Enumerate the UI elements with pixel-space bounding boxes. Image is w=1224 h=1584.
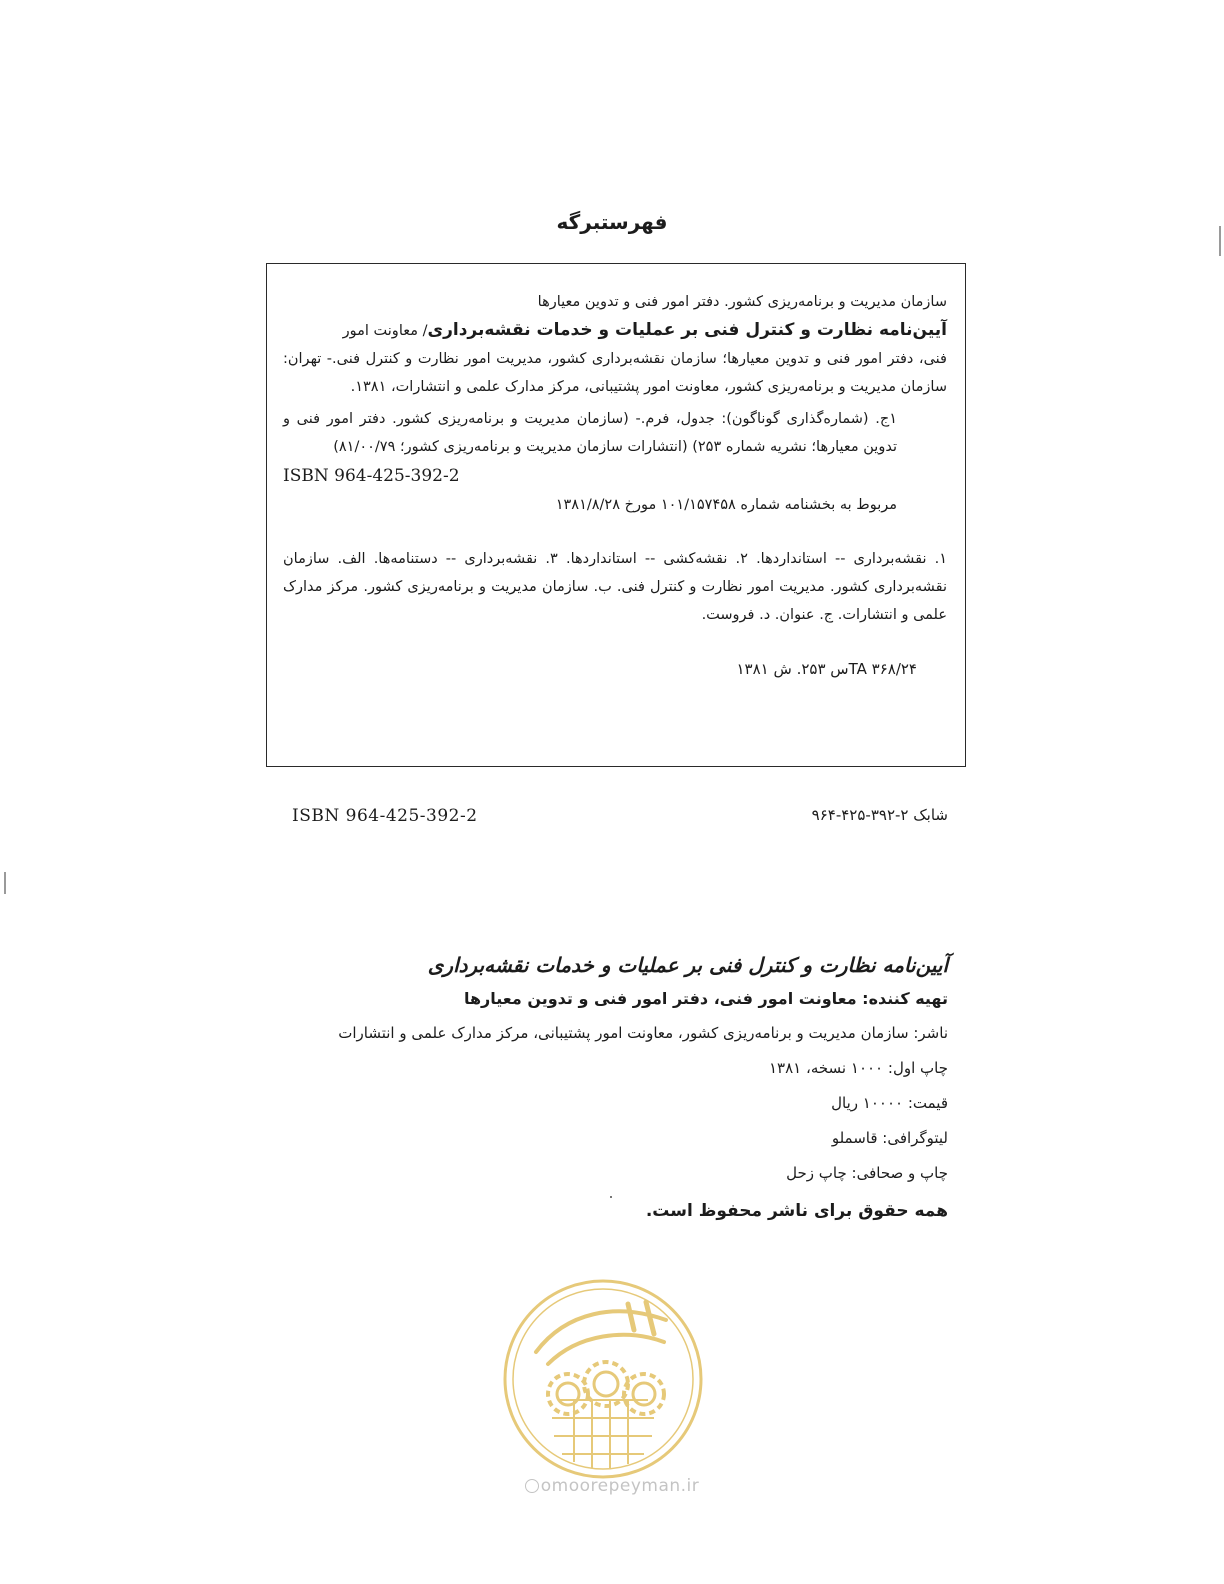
cip-record-text: [283, 288, 947, 683]
cip-author: سازمان مدیریت و برنامه‌ریزی کشور. دفتر امور فنی و تدوین معیارها: [537, 294, 947, 310]
cip-physical-description: ۱ج. (شماره‌گذاری گوناگون): جدول، فرم.- (سازمان مدیریت و برنامه‌ریزی کشور. دفتر امور فنی و تدوین معیارها؛ نشریه شماره ۲۵۳) (انتشارات سازمان مدیریت و برنامه‌ریزی کشور؛ ۸۱/۰۰/۷۹): [283, 411, 897, 455]
cip-note: مربوط به بخشنامه شماره ۱۰۱/۱۵۷۴۵۸ مورخ ۱۳۸۱/۸/۲۸: [555, 497, 897, 513]
cip-classification: TA ۳۶۸/۲۴س ۲۵۳. ش ۱۳۸۱: [736, 660, 917, 678]
colophon: [276, 948, 948, 1231]
colophon-rights: همه حقوق برای ناشر محفوظ است.: [645, 1201, 948, 1221]
cip-record-box: [266, 263, 966, 767]
cip-subjects: ۱. نقشه‌برداری -- استانداردها. ۲. نقشه‌کشی -- استانداردها. ۳. نقشه‌برداری -- دستنامه‌ها. الف. سازمان نقشه‌برداری کشور. مدیریت امور نظارت و کنترل فنی. ب. سازمان مدیریت و برنامه‌ریزی کشور. مرکز مدارک علمی و انتشارات. ج. عنوان. د. فروست.: [283, 551, 948, 623]
colophon-printing: چاپ و صحافی: چاپ زحل: [786, 1164, 948, 1182]
cip-statement: فنی، دفتر امور فنی و تدوین معیارها؛ سازمان نقشه‌برداری کشور، مدیریت امور نظارت و کنترل فنی.- تهران: سازمان مدیریت و برنامه‌ریزی کشور، معاونت امور پشتیبانی، مرکز مدارک علمی و انتشارات، ۱۳۸۱.: [283, 351, 947, 395]
cip-title-suffix: / معاونت امور: [342, 323, 428, 339]
cip-title-line: [283, 316, 947, 345]
watermark-website: [0, 1476, 1224, 1496]
cip-title: آیین‌نامه نظارت و کنترل فنی بر عملیات و خدمات نقشه‌برداری: [427, 320, 947, 340]
watermark-website-text: omoorepeyman.ir: [540, 1476, 700, 1496]
colophon-price: قیمت: ۱۰۰۰۰ ریال: [831, 1094, 948, 1112]
isbn-line: ISBN 964-425-392-2: [292, 806, 478, 826]
colophon-prepared-by: تهیه کننده: معاونت امور فنی، دفتر امور فنی و تدوین معیارها: [463, 989, 948, 1008]
colophon-title: آیین‌نامه نظارت و کنترل فنی بر عملیات و خدمات نقشه‌برداری: [427, 953, 948, 977]
colophon-lithography: لیتوگرافی: قاسملو: [831, 1129, 948, 1147]
globe-icon: [525, 1479, 539, 1493]
shabak-line: شابک ۲-۳۹۲-۴۲۵-۹۶۴: [811, 806, 948, 824]
colophon-publisher: ناشر: سازمان مدیریت و برنامه‌ریزی کشور، معاونت امور پشتیبانی، مرکز مدارک علمی و انتشارات: [338, 1024, 948, 1042]
cip-heading: فهرستبرگه: [556, 210, 668, 234]
scan-edge-mark: [4, 872, 6, 894]
cip-isbn: ISBN 964-425-392-2: [283, 466, 460, 486]
watermark-logo: [496, 1272, 710, 1486]
colophon-first-print: چاپ اول: ۱۰۰۰ نسخه، ۱۳۸۱: [768, 1059, 948, 1077]
